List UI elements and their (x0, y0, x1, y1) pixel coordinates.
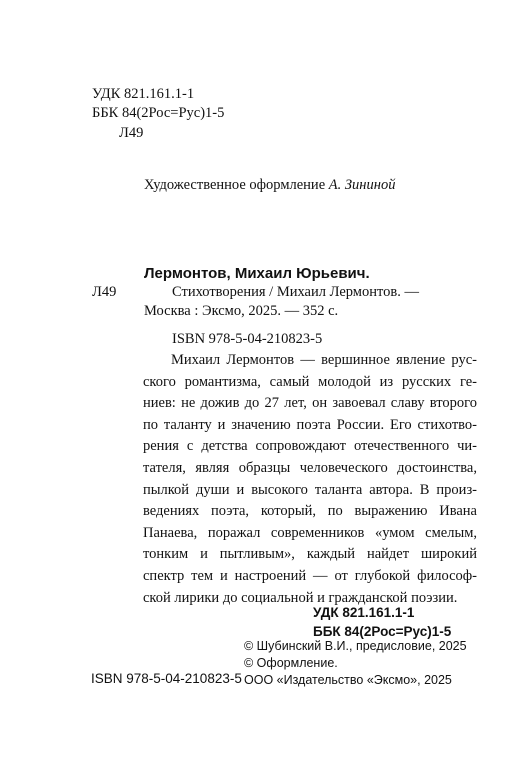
title-line-1: Стихотворения / Михаил Лермонтов. — (172, 284, 419, 300)
card-udk-code: УДК 821.161.1-1 (313, 605, 415, 620)
annotation-line: по таланту и значению поэта России. Его стихотво- (143, 416, 477, 433)
card-author-mark: Л49 (92, 284, 117, 300)
annotation-line: ской лирики до социальной и гражданской поэзии. (143, 589, 458, 606)
copyright-publisher: ООО «Издательство «Эксмо», 2025 (244, 673, 452, 687)
copyright-design: © Оформление. (244, 656, 338, 670)
design-credit-label: Художественное оформление (144, 177, 329, 193)
annotation-line: тонким и пытливым», каждый найдет широкий (143, 546, 477, 563)
top-author-mark: Л49 (119, 125, 144, 141)
annotation-line: рения с детства сопровождают отечественного чи- (143, 438, 477, 455)
annotation-line: тателя, являя образцы человеческого достоинства, (143, 459, 477, 476)
top-udk-code: УДК 821.161.1-1 (92, 86, 195, 102)
annotation-line: ведениях поэта, который, по выражению Ивана (143, 503, 477, 520)
annotation-line: ниев: не дожив до 27 лет, он завоевал славу второго (143, 395, 477, 412)
annotation-line: спектр тем и настроений — от глубокой философ- (143, 567, 477, 584)
annotation-line: Панаева, поражал современников «умом смелым, (143, 524, 477, 541)
author-heading: Лермонтов, Михаил Юрьевич. (144, 265, 370, 282)
annotation-line: ского романтизма, самый молодой из русских ге- (143, 373, 477, 390)
design-credit-name: А. Зининой (328, 177, 396, 193)
annotation (143, 350, 477, 609)
card-bbk-code: ББК 84(2Рос=Рус)1-5 (313, 624, 452, 639)
annotation-line: пылкой души и высокого таланта автора. В произ- (143, 481, 477, 498)
top-bbk-code: ББК 84(2Рос=Рус)1-5 (92, 105, 225, 121)
title-line-2: Москва : Эксмо, 2025. — 352 с. (144, 303, 339, 319)
design-credit (144, 178, 395, 193)
copyright-foreword: © Шубинский В.И., предисловие, 2025 (244, 639, 467, 653)
bottom-isbn: ISBN 978-5-04-210823-5 (91, 671, 242, 686)
annotation-line: Михаил Лермонтов — вершинное явление рус- (171, 352, 477, 368)
card-isbn: ISBN 978-5-04-210823-5 (172, 331, 323, 347)
